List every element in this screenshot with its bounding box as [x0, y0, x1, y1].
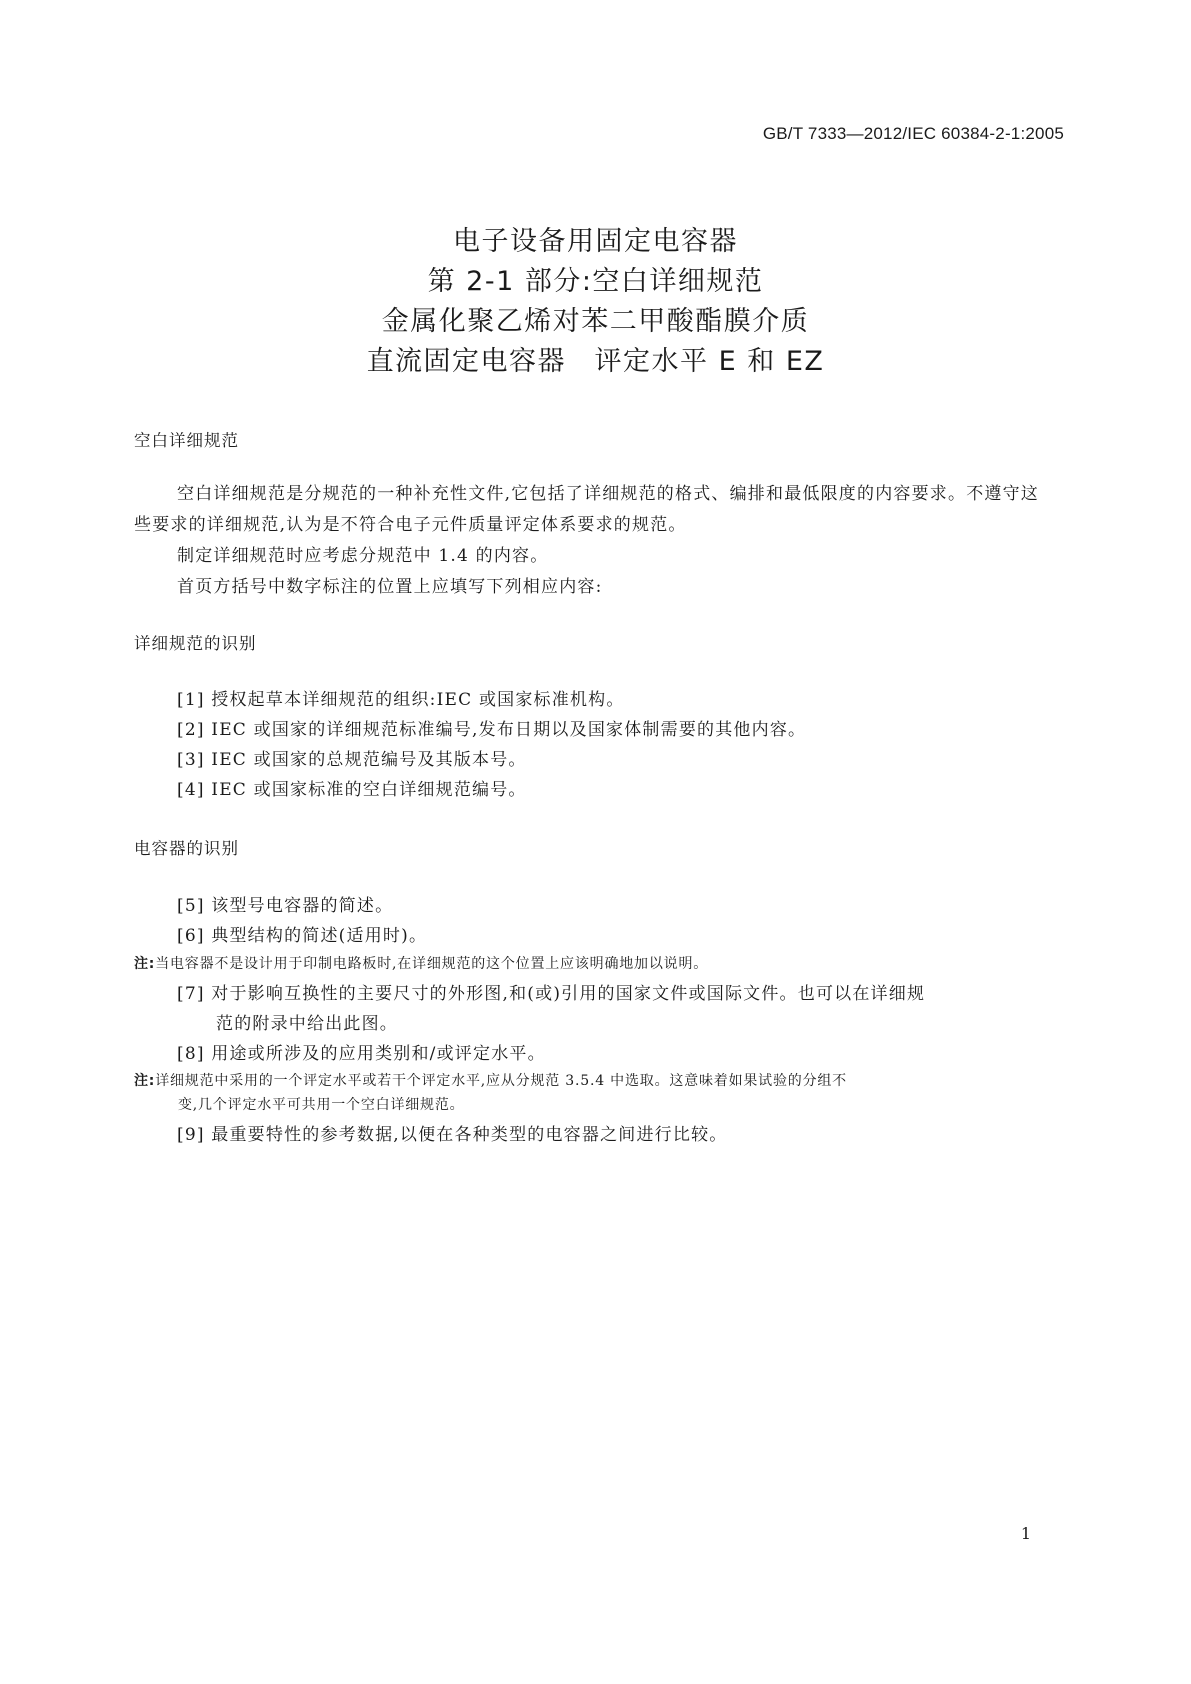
- list-item-continuation: 范的附录中给出此图。: [216, 1014, 398, 1034]
- list-item: [5] 该型号电容器的简述。: [177, 896, 394, 916]
- section-heading-capacitor-identification: 电容器的识别: [134, 839, 239, 858]
- section-heading-spec-identification: 详细规范的识别: [134, 634, 257, 653]
- list-item: [2] IEC 或国家的详细规范标准编号,发布日期以及国家体制需要的其他内容。: [177, 720, 807, 740]
- list-item: [8] 用途或所涉及的应用类别和/或评定水平。: [177, 1044, 546, 1064]
- note-label: 注:: [134, 1073, 156, 1089]
- paragraph: 制定详细规范时应考虑分规范中 1.4 的内容。: [177, 546, 549, 566]
- standard-code: GB/T 7333—2012/IEC 60384-2-1:2005: [762, 124, 1064, 143]
- note-text: 当电容器不是设计用于印制电路板时,在详细规范的这个位置上应该明确地加以说明。: [155, 956, 709, 972]
- document-title: [0, 222, 1191, 382]
- title-line: 金属化聚乙烯对苯二甲酸酯膜介质: [381, 306, 810, 337]
- paragraph: 空白详细规范是分规范的一种补充性文件,它包括了详细规范的格式、编排和最低限度的内容要求。不遵守这些要求的详细规范,认为是不符合电子元件质量评定体系要求的规范。: [134, 484, 1040, 535]
- list-item: [7] 对于影响互换性的主要尺寸的外形图,和(或)引用的国家文件或国际文件。也可以在详细规: [177, 984, 926, 1004]
- title-line: 电子设备用固定电容器: [453, 226, 738, 257]
- paragraph: 首页方括号中数字标注的位置上应填写下列相应内容:: [177, 577, 603, 597]
- list-item: [1] 授权起草本详细规范的组织:IEC 或国家标准机构。: [177, 690, 625, 710]
- page-number: 1: [1020, 1524, 1031, 1543]
- note-text: 详细规范中采用的一个评定水平或若干个评定水平,应从分规范 3.5.4 中选取。这意味着如果试验的分组不: [155, 1073, 847, 1089]
- title-line: 第 2-1 部分:空白详细规范: [427, 266, 764, 297]
- title-line: 直流固定电容器 评定水平 E 和 EZ: [366, 346, 825, 377]
- note-continuation: 变,几个评定水平可共用一个空白详细规范。: [178, 1097, 465, 1113]
- list-item: [3] IEC 或国家的总规范编号及其版本号。: [177, 750, 527, 770]
- list-item: [6] 典型结构的简述(适用时)。: [177, 926, 428, 946]
- note: [134, 953, 708, 973]
- note-label: 注:: [134, 956, 156, 972]
- note: [134, 1070, 847, 1090]
- intro-paragraphs: [134, 479, 1057, 603]
- section-heading-blank-spec: 空白详细规范: [134, 431, 239, 450]
- list-item: [4] IEC 或国家标准的空白详细规范编号。: [177, 780, 527, 800]
- list-item: [9] 最重要特性的参考数据,以便在各种类型的电容器之间进行比较。: [177, 1125, 728, 1145]
